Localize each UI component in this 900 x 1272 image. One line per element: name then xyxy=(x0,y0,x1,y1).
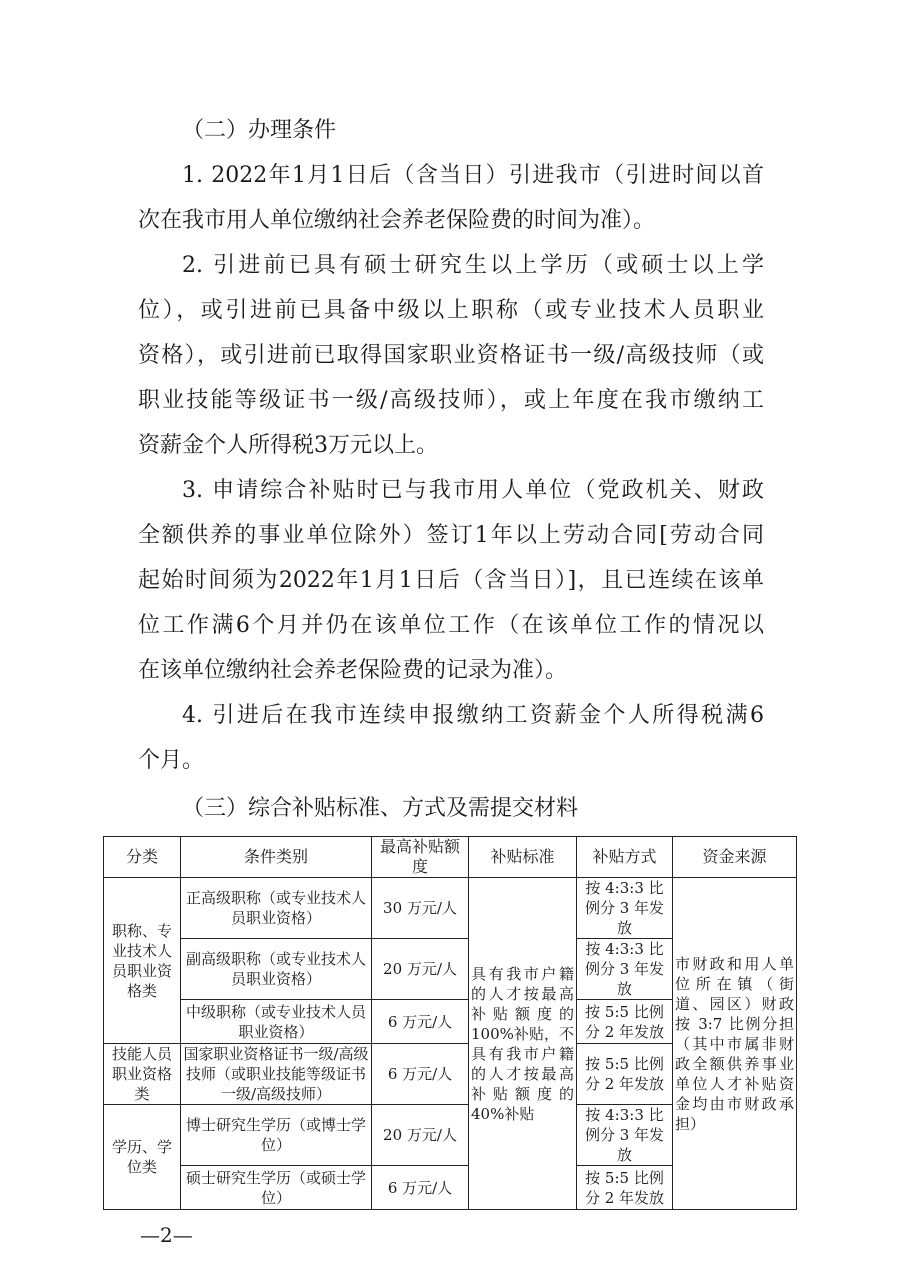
amount-cell: 6 万元/人 xyxy=(372,1044,469,1105)
text-line: 全额供养的事业单位除外）签订1年以上劳动合同[劳动合同 xyxy=(138,523,764,548)
text-line: 个月。 xyxy=(138,748,205,773)
category-cell: 学历、学位类 xyxy=(104,1105,181,1210)
category-cell: 技能人员职业资格类 xyxy=(104,1044,181,1105)
section-heading: （三）综合补贴标准、方式及需提交材料 xyxy=(182,796,579,821)
table-row xyxy=(104,878,797,939)
amount-cell: 20 万元/人 xyxy=(372,939,469,1000)
header-cell: 补贴方式 xyxy=(577,837,673,878)
text-line: 2. 引进前已具有硕士研究生以上学历（或硕士以上学 xyxy=(182,253,764,278)
text-line: 在该单位缴纳社会养老保险费的记录为准）。 xyxy=(138,658,568,683)
header-cell: 最高补贴额度 xyxy=(372,837,469,878)
method-cell: 按 4:3:3 比例分 3 年发放 xyxy=(577,1105,673,1166)
method-cell: 按 5:5 比例分 2 年发放 xyxy=(577,1000,673,1044)
text-line: 起始时间须为2022年1月1日后（含当日）]，且已连续在该单 xyxy=(138,568,764,593)
condition-cell: 中级职称（或专业技术人员职业资格） xyxy=(181,1000,372,1044)
method-cell: 按 4:3:3 比例分 3 年发放 xyxy=(577,939,673,1000)
text-line: 次在我市用人单位缴纳社会养老保险费的时间为准）。 xyxy=(138,208,656,233)
category-cell: 职称、专业技术人员职业资格类 xyxy=(104,878,181,1044)
header-cell: 资金来源 xyxy=(673,837,797,878)
header-cell: 条件类别 xyxy=(181,837,372,878)
amount-cell: 30 万元/人 xyxy=(372,878,469,939)
source-cell: 市财政和用人单位所在镇（街道、园区）财政按 3:7 比例分担（其中市属非财政全额供养事业单位人才补贴资金均由市财政承担） xyxy=(673,878,797,1210)
text-line: 职业技能等级证书一级/高级技师），或上年度在我市缴纳工 xyxy=(138,388,764,413)
amount-cell: 6 万元/人 xyxy=(372,1000,469,1044)
standard-cell: 具有我市户籍的人才按最高补贴额度的100%补贴，不具有我市户籍的人才按最高补贴额度的40%补贴 xyxy=(469,878,577,1210)
condition-cell: 博士研究生学历（或博士学位） xyxy=(181,1105,372,1166)
text-line: 1. 2022年1月1日后（含当日）引进我市（引进时间以首 xyxy=(182,163,764,188)
method-cell: 按 5:5 比例分 2 年发放 xyxy=(577,1044,673,1105)
text-line: 资格），或引进前已取得国家职业资格证书一级/高级技师（或 xyxy=(138,343,764,368)
header-cell: 分类 xyxy=(104,837,181,878)
page-number: —2— xyxy=(140,1223,193,1247)
text-line: 资薪金个人所得税3万元以上。 xyxy=(138,433,438,458)
table-header-row xyxy=(104,837,797,878)
amount-cell: 20 万元/人 xyxy=(372,1105,469,1166)
method-cell: 按 5:5 比例分 2 年发放 xyxy=(577,1166,673,1210)
condition-cell: 正高级职称（或专业技术人员职业资格） xyxy=(181,878,372,939)
condition-cell: 硕士研究生学历（或硕士学位） xyxy=(181,1166,372,1210)
condition-cell: 副高级职称（或专业技术人员职业资格） xyxy=(181,939,372,1000)
body-text xyxy=(138,108,764,783)
condition-cell: 国家职业资格证书一级/高级技师（或职业技能等级证书一级/高级技师） xyxy=(181,1044,372,1105)
amount-cell: 6 万元/人 xyxy=(372,1166,469,1210)
text-line: 3. 申请综合补贴时已与我市用人单位（党政机关、财政 xyxy=(182,478,764,503)
section-heading: （二）办理条件 xyxy=(182,118,337,143)
subsidy-table xyxy=(103,836,797,1210)
text-line: 位工作满6个月并仍在该单位工作（在该单位工作的情况以 xyxy=(138,613,764,638)
method-cell: 按 4:3:3 比例分 3 年发放 xyxy=(577,878,673,939)
header-cell: 补贴标准 xyxy=(469,837,577,878)
text-line: 4. 引进后在我市连续申报缴纳工资薪金个人所得税满6 xyxy=(182,703,764,728)
text-line: 位），或引进前已具备中级以上职称（或专业技术人员职业 xyxy=(138,298,764,323)
